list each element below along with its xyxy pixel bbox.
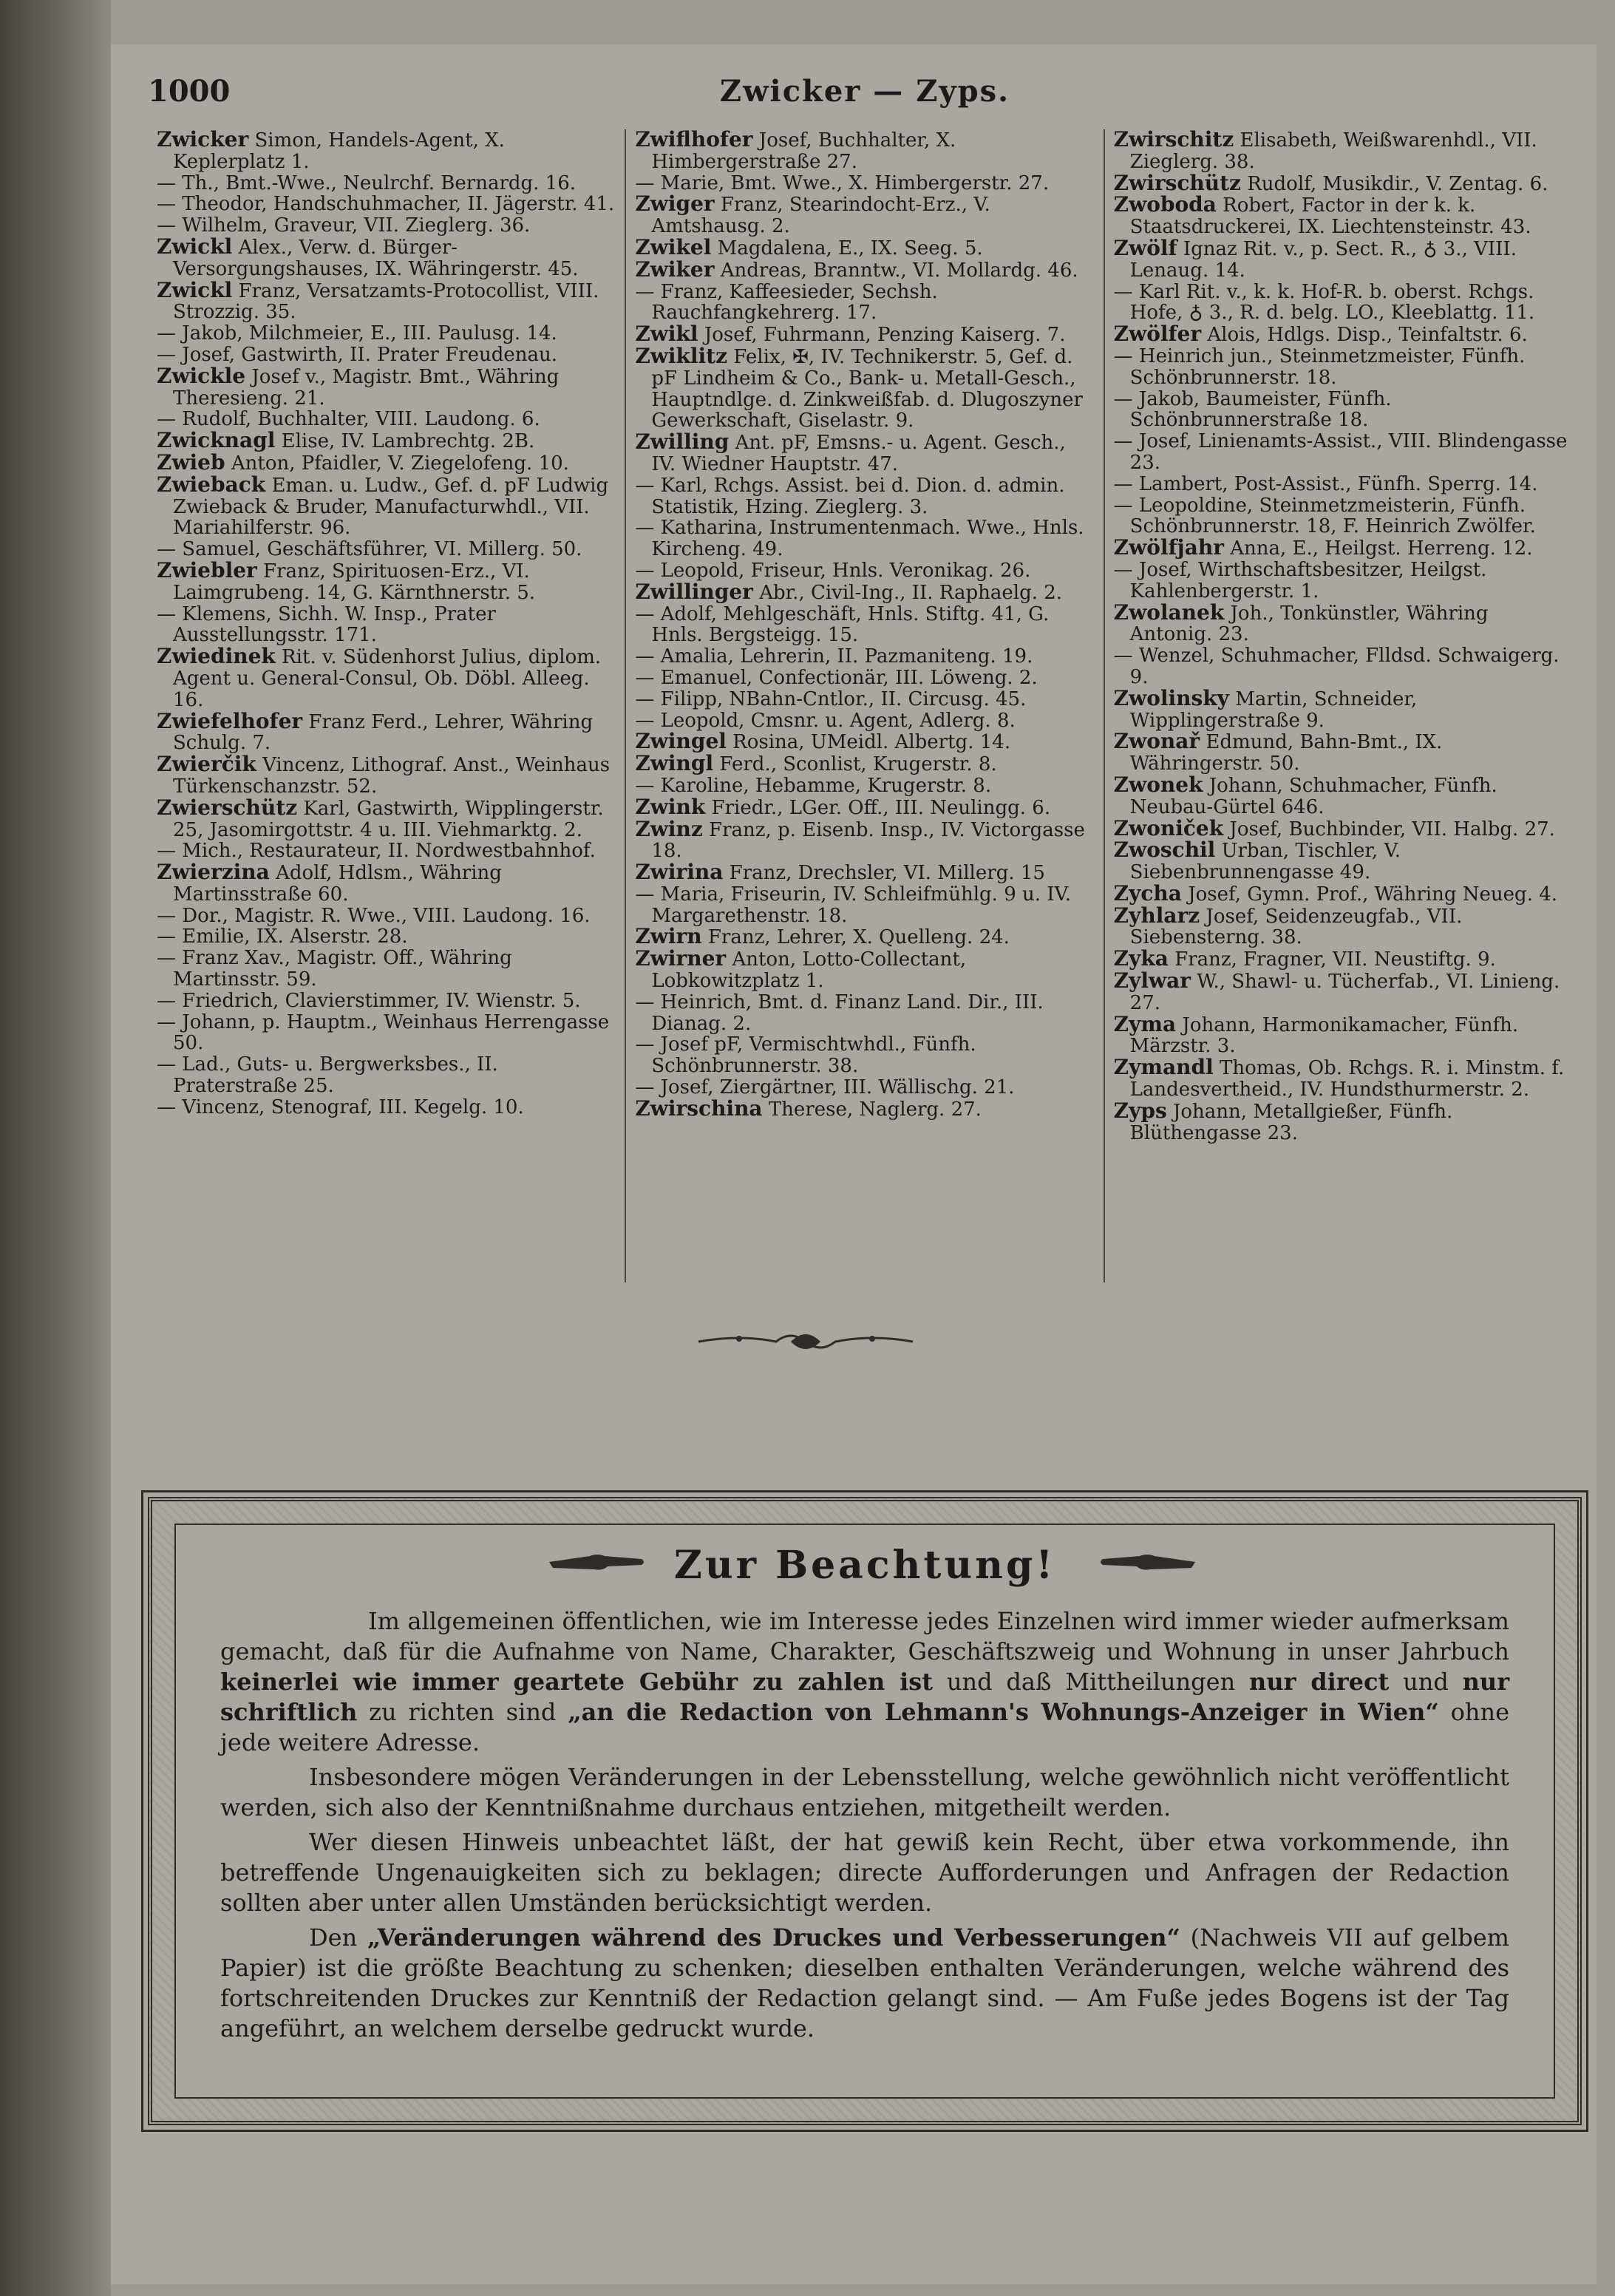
- entry-surname: Zwirschina: [635, 1096, 763, 1121]
- entry-details: — Filipp, NBahn-Cntlor., II. Circusg. 45.: [635, 687, 1027, 710]
- entry-surname: Zymandl: [1113, 1055, 1214, 1080]
- book-binding-edge: [0, 0, 111, 2296]
- directory-entry: [635, 775, 1094, 797]
- directory-entry: [1113, 815, 1573, 840]
- entry-details: — Adolf, Mehlgeschäft, Hnls. Stiftg. 41, G. Hnls. Bergsteigg. 15.: [635, 602, 1050, 647]
- entry-details: — Lad., Guts- u. Bergwerksbes., II. Praterstraße 25.: [157, 1053, 498, 1098]
- entry-details: Magdalena, E., IX. Seeg. 5.: [717, 237, 983, 259]
- entry-details: — Josef, Wirthschaftsbesitzer, Heilgst. Kahlenbergerstr. 1.: [1113, 558, 1487, 602]
- entry-surname: Zwicknagl: [157, 428, 276, 453]
- entry-details: Abr., Civil-Ing., II. Raphaelg. 2.: [759, 581, 1063, 604]
- directory-entry: [1114, 602, 1573, 646]
- notice-paragraph-4: [220, 1923, 1509, 2044]
- entry-details: — Leopold, Friseur, Hnls. Veronikag. 26.: [635, 559, 1031, 582]
- directory-entry: [1114, 474, 1573, 495]
- entry-details: — Mich., Restaurateur, II. Nordwestbahnhof.: [157, 840, 596, 863]
- entry-details: Franz, Stearindocht-Erz., V. Amtshausg. 2.: [651, 194, 990, 238]
- entry-details: — Johann, p. Hauptm., Weinhaus Herrengasse 50.: [157, 1011, 610, 1055]
- entry-details: Anton, Lotto-Collectant, Lobkowitzplatz 1.: [651, 948, 967, 993]
- entry-details: — Heinrich jun., Steinmetzmeister, Fünfh. Schönbrunnerstr. 18.: [1113, 344, 1526, 389]
- entry-details: — Franz, Kaffeesieder, Sechsh. Rauchfangkehrerg. 17.: [635, 280, 938, 325]
- directory-entry: [157, 344, 616, 366]
- entry-details: Felix, ✠, IV. Technikerstr. 5, Gef. d. pF Lindheim & Co., Bank- u. Metall-Gesch., Hauptndlge. d. Zinkweißfab. d. Dlugoszyner Gewerkschaft, Giselastr. 9.: [651, 345, 1083, 432]
- directory-entry: [635, 343, 1094, 432]
- entry-details: Simon, Handels-Agent, X. Keplerplatz 1.: [173, 129, 505, 173]
- entry-surname: Zwiker: [635, 257, 715, 282]
- directory-entry: [1113, 685, 1573, 732]
- directory-entry: [635, 992, 1094, 1035]
- directory-entry: [157, 708, 616, 755]
- entry-details: — Josef, Linienamts-Assist., VIII. Blindengasse 23.: [1113, 430, 1568, 474]
- directory-entry: [157, 215, 616, 237]
- entry-details: — Emanuel, Confectionär, III. Löweng. 2.: [635, 666, 1038, 689]
- entry-details: Rudolf, Musikdir., V. Zentag. 6.: [1247, 172, 1548, 195]
- entry-details: — Josef, Gastwirth, II. Prater Freudenau.: [157, 343, 557, 366]
- directory-entry: [635, 475, 1094, 518]
- directory-entry: [1114, 129, 1573, 173]
- entry-surname: Zwiebler: [157, 557, 257, 583]
- entry-details: — Th., Bmt.-Wwe., Neulrchf. Bernardg. 16.: [157, 171, 577, 194]
- directory-entry: [1114, 389, 1573, 432]
- directory-entry: [157, 840, 616, 862]
- directory-entry: [1114, 282, 1573, 325]
- directory-entry: [635, 560, 1094, 582]
- entry-details: Josef v., Magistr. Bmt., Währing Theresieng. 21.: [173, 365, 560, 410]
- directory-entry: [157, 363, 616, 410]
- directory-entry: [635, 689, 1094, 710]
- entry-surname: Zwikel: [635, 234, 712, 259]
- entry-details: — Heinrich, Bmt. d. Finanz Land. Dir., III. Dianag. 2.: [635, 991, 1044, 1035]
- directory-entry: [157, 646, 616, 710]
- directory-entry: [1114, 431, 1573, 474]
- directory-entry: [157, 1097, 616, 1118]
- directory-entry: [635, 646, 1094, 668]
- entry-surname: Zyma: [1113, 1011, 1177, 1036]
- ornament-divider: [695, 1327, 917, 1356]
- entry-details: Rit. v. Südenhorst Julius, diplom. Agent u. General-Consul, Ob. Döbl. Alleeg. 16.: [173, 646, 602, 711]
- entry-details: — Karl Rit. v., k. k. Hof-R. b. oberst. Rchgs. Hofe, ♁ 3., R. d. belg. LO., Kleeblattg. 11.: [1113, 280, 1535, 325]
- entry-details: Franz Ferd., Lehrer, Währing Schulg. 7.: [173, 710, 594, 755]
- notice-emphasis-address: „an die Redaction von Lehmann's Wohnungs-Anzeiger in Wien“: [568, 1698, 1439, 1726]
- directory-entry: [157, 906, 616, 927]
- notice-emphasis-direct: nur direct: [1249, 1668, 1390, 1696]
- entry-details: Edmund, Bahn-Bmt., IX. Währingerstr. 50.: [1129, 731, 1443, 775]
- directory-columns: [148, 129, 1582, 1283]
- entry-details: — Josef, Ziergärtner, III. Wällischg. 21.: [635, 1076, 1015, 1099]
- directory-entry: [635, 517, 1094, 560]
- entry-details: Johann, Metallgießer, Fünfh. Blüthengasse 23.: [1129, 1100, 1453, 1144]
- directory-entry: [157, 539, 616, 560]
- entry-details: Josef, Seidenzeugfab., VII. Siebensterng. 38.: [1129, 905, 1463, 949]
- directory-entry: [635, 948, 1094, 992]
- entry-surname: Zwilling: [635, 429, 730, 455]
- entry-details: — Maria, Friseurin, IV. Schleifmühlg. 9 u. IV. Margarethenstr. 18.: [635, 883, 1072, 927]
- directory-entry: [1113, 1011, 1573, 1058]
- entry-details: — Vincenz, Stenograf, III. Kegelg. 10.: [157, 1096, 524, 1118]
- pointing-hand-left-icon: [1095, 1546, 1199, 1578]
- directory-entry: [1113, 880, 1573, 906]
- directory-entry: [1114, 346, 1573, 389]
- entry-details: — Karl, Rchgs. Assist. bei d. Dion. d. admin. Statistik, Hzing. Zieglerg. 3.: [635, 474, 1065, 518]
- directory-entry: [157, 472, 616, 540]
- entry-details: Martin, Schneider, Wipplingerstraße 9.: [1129, 687, 1418, 732]
- entry-surname: Zwicker: [157, 129, 249, 152]
- entry-details: Josef, Buchhalter, X. Himbergerstraße 27.: [651, 129, 956, 173]
- entry-surname: Zwoschil: [1113, 838, 1216, 863]
- page-number: 1000: [148, 74, 231, 109]
- entry-details: Robert, Factor in der k. k. Staatsdruckerei, IX. Liechtensteinstr. 43.: [1129, 194, 1531, 239]
- directory-entry: [635, 1098, 1094, 1121]
- directory-entry: [635, 234, 1094, 259]
- entry-details: Joh., Tonkünstler, Währing Antonig. 23.: [1129, 602, 1489, 646]
- directory-entry: [157, 194, 616, 215]
- entry-surname: Zwink: [635, 794, 706, 819]
- entry-surname: Zwiklitz: [635, 343, 728, 368]
- entry-surname: Zwölf: [1113, 235, 1177, 260]
- entry-surname: Zyka: [1113, 946, 1169, 971]
- directory-entry: [1114, 948, 1573, 971]
- directory-entry: [157, 1012, 616, 1055]
- directory-entry: [635, 884, 1094, 927]
- directory-entry: [1114, 194, 1573, 238]
- directory-entry: [1114, 731, 1573, 775]
- entry-details: — Jakob, Baumeister, Fünfh. Schönbrunnerstraße 18.: [1113, 387, 1392, 432]
- directory-entry: [1114, 645, 1573, 688]
- entry-details: — Emilie, IX. Alserstr. 28.: [157, 925, 408, 948]
- directory-entry: [635, 282, 1094, 325]
- entry-details: — Karoline, Hebamme, Krugerstr. 8.: [635, 774, 992, 797]
- notice-text: [220, 1606, 1509, 2048]
- entry-surname: Zwickl: [157, 234, 233, 259]
- entry-surname: Zyhlarz: [1113, 903, 1200, 928]
- entry-details: — Wenzel, Schuhmacher, Flldsd. Schwaigerg. 9.: [1113, 645, 1560, 688]
- entry-surname: Zwieback: [157, 472, 266, 497]
- directory-entry: [157, 948, 616, 991]
- directory-entry: [635, 926, 1094, 948]
- directory-entry: [635, 129, 1094, 173]
- entry-surname: Zwingl: [635, 751, 714, 776]
- entry-surname: Zwikl: [635, 322, 698, 347]
- entry-details: — Josef pF, Vermischtwhdl., Fünfh. Schönbrunnerstr. 38.: [635, 1033, 976, 1078]
- entry-details: Franz, Spirituosen-Erz., VI. Laimgrubeng. 14, G. Kärnthnerstr. 5.: [173, 560, 536, 604]
- directory-entry: [635, 173, 1094, 194]
- entry-details: — Amalia, Lehrerin, II. Pazmaniteng. 19.: [635, 645, 1033, 668]
- directory-entry: [635, 668, 1094, 689]
- entry-details: Alois, Hdlgs. Disp., Teinfaltstr. 6.: [1207, 324, 1528, 347]
- entry-surname: Zwirschitz: [1113, 129, 1234, 152]
- entry-surname: Zwieb: [157, 449, 225, 475]
- notice-emphasis-written: nur schriftlich: [220, 1668, 1510, 1726]
- notice-title: Zur Beachtung!: [673, 1543, 1056, 1588]
- directory-entry: [157, 409, 616, 430]
- directory-entry: [1114, 840, 1573, 883]
- entry-details: — Franz Xav., Magistr. Off., Währing Martinsstr. 59.: [157, 947, 512, 991]
- directory-entry: [635, 429, 1094, 475]
- directory-entry: [157, 173, 616, 194]
- notice-paragraph-1: [220, 1606, 1509, 1758]
- entry-details: Franz, Lehrer, X. Quelleng. 24.: [707, 926, 1010, 949]
- entry-details: Alex., Verw. d. Bürger-Versorgungshauses, IX. Währingerstr. 45.: [173, 236, 579, 280]
- column-1: [148, 129, 625, 1283]
- entry-details: — Leopold, Cmsnr. u. Agent, Adlerg. 8.: [635, 709, 1016, 732]
- notice-text-span: und daß Mittheilungen: [946, 1668, 1236, 1696]
- directory-entry: [635, 191, 1094, 238]
- entry-details: Eman. u. Ludw., Gef. d. pF Ludwig Zwieback & Bruder, Manufacturwhdl., VII. Mariahilferstr. 96.: [173, 474, 609, 540]
- notice-paragraph-3: Wer diesen Hinweis unbeachtet läßt, der hat gewiß kein Recht, über etwa vorkommende, ihn betreffende Ungenauigkeiten sich zu beklagen; directe Aufforderungen und Anfragen der Redaction sollten aber unter allen Umständen berücksichtigt werden.: [220, 1828, 1509, 1917]
- entry-details: Adolf, Hdlsm., Währing Martinsstraße 60.: [173, 862, 502, 906]
- entry-surname: Zwiflhofer: [635, 129, 753, 152]
- entry-details: Franz, p. Eisenb. Insp., IV. Victorgasse 18.: [651, 818, 1085, 863]
- entry-details: Josef, Gymn. Prof., Währing Neueg. 4.: [1188, 883, 1558, 906]
- directory-entry: [157, 795, 616, 841]
- entry-details: — Wilhelm, Graveur, VII. Zieglerg. 36.: [157, 214, 531, 237]
- directory-entry: [635, 816, 1094, 863]
- entry-details: Ignaz Rit. v., p. Sect. R., ♁ 3., VIII. Lenaug. 14.: [1129, 237, 1517, 282]
- directory-entry: [635, 324, 1094, 346]
- entry-surname: Zwölfjahr: [1113, 535, 1224, 560]
- entry-details: Thomas, Ob. Rchgs. R. i. Minstm. f. Landesvertheid., IV. Hundsthurmerstr. 2.: [1129, 1057, 1565, 1101]
- directory-entry: [157, 991, 616, 1012]
- directory-entry: [157, 449, 616, 475]
- notice-text-span: Den: [309, 1923, 358, 1952]
- entry-details: — Jakob, Milchmeier, E., III. Paulusg. 14.: [157, 322, 557, 345]
- entry-details: Elisabeth, Weißwarenhdl., VII. Zieglerg. 38.: [1129, 129, 1537, 173]
- entry-details: Johann, Schuhmacher, Fünfh. Neubau-Gürtel 646.: [1129, 774, 1497, 818]
- directory-entry: [157, 234, 616, 280]
- entry-details: Josef, Buchbinder, VII. Halbg. 27.: [1229, 818, 1555, 840]
- entry-surname: Zwierčik: [157, 752, 256, 777]
- entry-details: Therese, Naglerg. 27.: [768, 1098, 982, 1121]
- directory-entry: [1113, 170, 1573, 195]
- entry-surname: Zwingel: [635, 729, 727, 754]
- notice-text-span: zu richten sind: [369, 1698, 557, 1726]
- directory-entry: [1113, 772, 1573, 818]
- directory-entry: [635, 259, 1094, 282]
- directory-entry: [157, 277, 616, 324]
- entry-details: — Marie, Bmt. Wwe., X. Himbergerstr. 27.: [635, 171, 1050, 194]
- directory-entry: [1114, 495, 1573, 538]
- entry-surname: Zwierschütz: [157, 795, 298, 820]
- column-2: [625, 129, 1103, 1283]
- entry-surname: Zwiger: [635, 191, 715, 217]
- entry-details: — Lambert, Post-Assist., Fünfh. Sperrg. 14.: [1113, 472, 1538, 495]
- column-3: [1104, 129, 1582, 1283]
- directory-entry: [635, 579, 1094, 604]
- directory-entry: [1114, 560, 1573, 602]
- directory-entry: [157, 862, 616, 906]
- directory-entry: [635, 710, 1094, 732]
- directory-entry: [157, 926, 616, 948]
- entry-details: Franz, Versatzamts-Protocollist, VIII. Strozzig. 35.: [173, 279, 599, 324]
- entry-details: Vincenz, Lithograf. Anst., Weinhaus Türkenschanzstr. 52.: [173, 754, 611, 798]
- directory-entry: [635, 604, 1094, 647]
- directory-entry: [1113, 1098, 1573, 1144]
- entry-surname: Zwirschütz: [1113, 170, 1241, 195]
- entry-details: Josef, Fuhrmann, Penzing Kaiserg. 7.: [704, 324, 1066, 347]
- directory-entry: [1114, 324, 1573, 346]
- entry-details: Franz, Drechsler, VI. Millerg. 15: [729, 862, 1045, 885]
- directory-entry: [157, 430, 616, 452]
- entry-details: Franz, Fragner, VII. Neustiftg. 9.: [1174, 948, 1496, 971]
- entry-surname: Zwirn: [635, 924, 702, 949]
- entry-details: Karl, Gastwirth, Wipplingerstr. 25, Jasomirgottstr. 4 u. III. Viehmarktg. 2.: [173, 797, 604, 841]
- directory-entry: [157, 604, 616, 647]
- entry-details: Urban, Tischler, V. Siebenbrunnengasse 49.: [1129, 840, 1401, 884]
- entry-details: — Theodor, Handschuhmacher, II. Jägerstr. 41.: [157, 193, 615, 216]
- entry-surname: Zwonek: [1113, 772, 1203, 797]
- entry-surname: Zwiefelhofer: [157, 708, 303, 733]
- entry-surname: Zwillinger: [635, 579, 753, 604]
- entry-surname: Zwickle: [157, 363, 246, 388]
- notice-text-span: und: [1403, 1668, 1449, 1696]
- page-header: [148, 74, 1582, 118]
- notice-text-span: ohne jede weitere Adresse.: [220, 1698, 1510, 1756]
- directory-entry: [635, 731, 1094, 753]
- directory-entry: [1113, 235, 1573, 282]
- entry-details: — Friedrich, Clavierstimmer, IV. Wienstr. 5.: [157, 989, 581, 1012]
- entry-surname: Zwirina: [635, 860, 724, 885]
- entry-surname: Zwölfer: [1113, 322, 1202, 347]
- notice-box: [148, 1497, 1582, 2125]
- notice-inner: [174, 1524, 1555, 2099]
- entry-surname: Zwirner: [635, 946, 727, 971]
- entry-details: — Katharina, Instrumentenmach. Wwe., Hnls. Kircheng. 49.: [635, 517, 1084, 561]
- directory-entry: [635, 794, 1094, 819]
- entry-surname: Zyps: [1113, 1098, 1167, 1123]
- entry-details: Ant. pF, Emsns.- u. Agent. Gesch., IV. Wiedner Hauptstr. 47.: [651, 432, 1066, 475]
- entry-details: Anna, E., Heilgst. Herreng. 12.: [1230, 537, 1533, 560]
- directory-entry: [635, 862, 1094, 884]
- entry-details: Rosina, UMeidl. Albertg. 14.: [732, 731, 1011, 754]
- entry-surname: Zwierzina: [157, 860, 270, 885]
- entry-surname: Zwinz: [635, 816, 703, 841]
- entry-details: — Rudolf, Buchhalter, VIII. Laudong. 6.: [157, 408, 540, 431]
- directory-entry: [635, 1077, 1094, 1098]
- entry-surname: Zwoboda: [1113, 192, 1217, 217]
- directory-entry: [635, 753, 1094, 775]
- directory-entry: [157, 754, 616, 798]
- entry-surname: Zwonař: [1113, 729, 1200, 754]
- entry-surname: Zwoniček: [1113, 815, 1224, 840]
- entry-details: — Dor., Magistr. R. Wwe., VIII. Laudong. 16.: [157, 904, 591, 927]
- entry-details: — Samuel, Geschäftsführer, VI. Millerg. 50.: [157, 538, 582, 561]
- entry-details: — Klemens, Sichh. W. Insp., Prater Ausstellungsstr. 171.: [157, 602, 496, 647]
- entry-details: — Leopoldine, Steinmetzmeisterin, Fünfh. Schönbrunnerstr. 18, F. Heinrich Zwölfer.: [1113, 494, 1536, 538]
- directory-entry: [1114, 1057, 1573, 1101]
- entry-details: W., Shawl- u. Tücherfab., VI. Linieng. 27.: [1129, 971, 1560, 1014]
- entry-surname: Zwiedinek: [157, 644, 276, 669]
- directory-entry: [635, 1034, 1094, 1077]
- directory-entry: [157, 557, 616, 604]
- directory-entry: [1114, 537, 1573, 560]
- directory-entry: [157, 323, 616, 344]
- entry-surname: Zylwar: [1113, 968, 1191, 994]
- entry-surname: Zwolanek: [1113, 600, 1225, 625]
- notice-emphasis-changes: „Veränderungen während des Druckes und Verbesserungen“: [367, 1923, 1180, 1952]
- running-head: Zwicker — Zyps.: [719, 74, 1010, 109]
- directory-entry: [157, 129, 616, 173]
- entry-details: Anton, Pfaidler, V. Ziegelofeng. 10.: [231, 452, 569, 475]
- notice-text-span: (Nachweis VII auf gelbem Papier) ist die größte Beachtung zu schenken; dieselben enthalten Veränderungen, welche während des fortschreitenden Druckes zur Kenntniß der Redaction gelangt sind. — Am Fuße jedes Bogens ist der Tag angeführt, an welchem derselbe gedruckt wurde.: [220, 1923, 1510, 2042]
- directory-entry: [157, 1054, 616, 1097]
- directory-entry: [1113, 903, 1573, 949]
- entry-details: Ferd., Sconlist, Krugerstr. 8.: [719, 753, 997, 776]
- entry-details: Friedr., LGer. Off., III. Neulingg. 6.: [711, 796, 1051, 819]
- notice-text-span: Im allgemeinen öffentlichen, wie im Interesse jedes Einzelnen wird immer wieder aufmerksam gemacht, daß für die Aufnahme von Name, Charakter, Geschäftszweig und Wohnung in unser Jahrbuch: [220, 1607, 1509, 1665]
- notice-emphasis-fee: keinerlei wie immer geartete Gebühr zu zahlen ist: [220, 1668, 934, 1696]
- entry-details: Elise, IV. Lambrechtg. 2B.: [281, 430, 535, 453]
- entry-surname: Zycha: [1113, 880, 1182, 906]
- notice-paragraph-2: Insbesondere mögen Veränderungen in der Lebensstellung, welche gewöhnlich nicht veröffentlicht werden, sich also der Kenntnißnahme durchaus entziehen, mitgetheilt werden.: [220, 1763, 1509, 1821]
- entry-details: Johann, Harmonikamacher, Fünfh. Märzstr. 3.: [1129, 1013, 1519, 1058]
- entry-surname: Zwolinsky: [1113, 685, 1229, 710]
- entry-surname: Zwickl: [157, 277, 233, 302]
- entry-details: Andreas, Branntw., VI. Mollardg. 46.: [720, 259, 1078, 282]
- directory-entry: [1113, 968, 1573, 1014]
